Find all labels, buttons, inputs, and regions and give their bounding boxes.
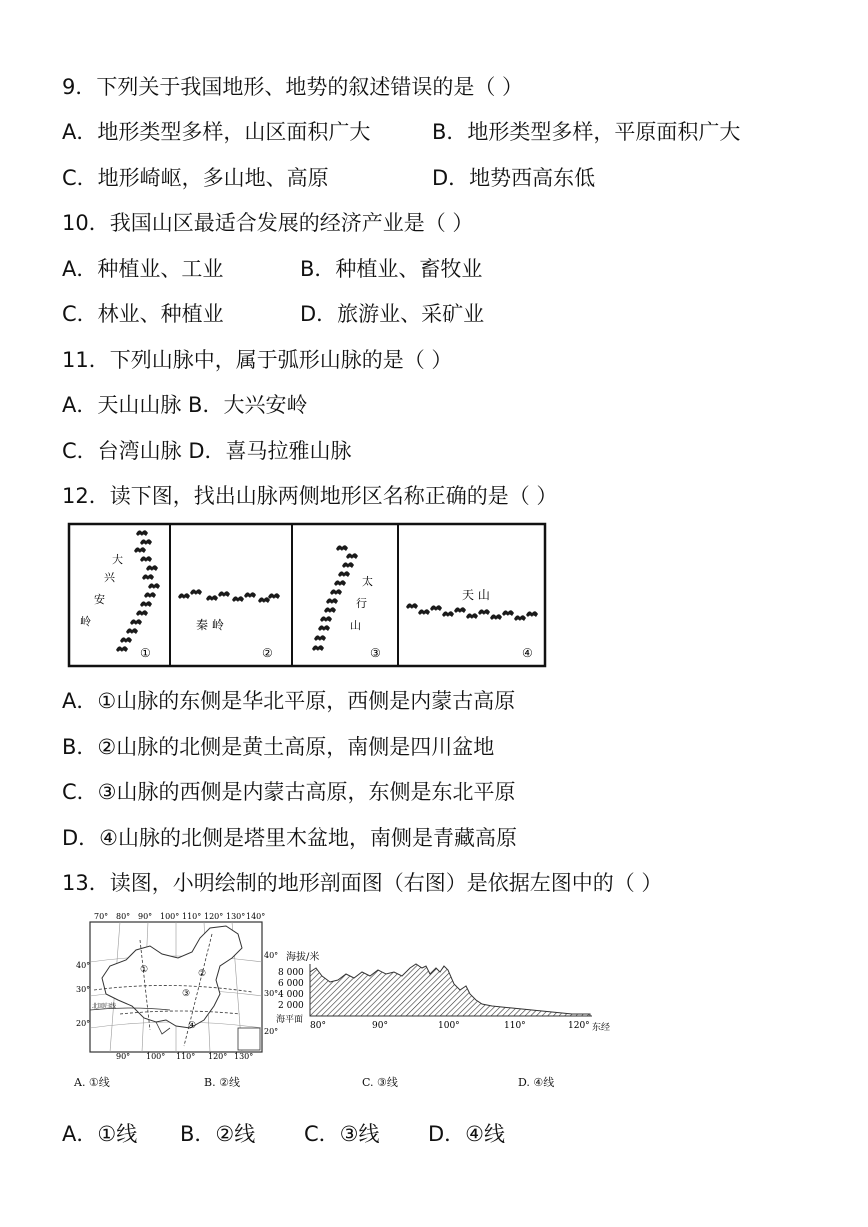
p1-char-2: 兴 xyxy=(104,571,115,584)
map-top-lon-2: 80° xyxy=(116,912,131,921)
q11-stem: 11．下列山脉中，属于弧形山脉的是（ ） xyxy=(62,348,453,372)
p1-char-1: 大 xyxy=(112,553,123,566)
profile-ylabel: 海拔/米 xyxy=(286,952,320,963)
map-left-lat-1: 40° xyxy=(76,961,91,970)
profile-xtick-4: 110° xyxy=(504,1021,526,1031)
profile-terrain xyxy=(310,964,590,1016)
mountain-symbol-4 xyxy=(406,603,538,621)
p3-char-3: 山 xyxy=(350,619,361,632)
figure-option-c: C. ③线 xyxy=(362,1076,398,1089)
p2-label: 秦 岭 xyxy=(196,618,224,632)
panel-number-3: ③ xyxy=(370,646,381,660)
map-bottom-lon-3: 110° xyxy=(176,1052,196,1061)
map-top-lon-7: 130° xyxy=(226,912,246,921)
q11-options-ab: A．天山山脉 B．大兴安岭 xyxy=(62,393,308,417)
panel-number-1: ① xyxy=(140,646,151,660)
map-top-lon-5: 110° xyxy=(182,912,202,921)
map-right-lat-1: 40° xyxy=(264,951,279,960)
panel-number-2: ② xyxy=(262,646,273,660)
figure-option-d: D. ④线 xyxy=(518,1076,555,1089)
map-line-label-1: ① xyxy=(140,965,149,975)
q13-option-c: C．③线 xyxy=(304,1122,380,1146)
figure-option-b: B. ②线 xyxy=(204,1076,240,1089)
map-top-lon-1: 70° xyxy=(94,912,109,921)
profile-xunit: 东经 xyxy=(592,1023,611,1033)
q13-profile-chart xyxy=(272,946,622,1042)
mountain-symbol-3 xyxy=(312,545,358,651)
map-bottom-lon-1: 90° xyxy=(116,1052,131,1061)
q9-option-d: D．地势西高东低 xyxy=(432,166,596,190)
map-bottom-lon-2: 100° xyxy=(146,1052,166,1061)
map-line-label-3: ③ xyxy=(182,989,191,999)
q10-option-b: B．种植业、畜牧业 xyxy=(300,257,483,281)
map-top-lon-8: 140° xyxy=(246,912,266,921)
profile-xtick-5: 120° xyxy=(568,1021,590,1031)
q13-china-map xyxy=(70,910,280,1060)
south-china-sea-inset xyxy=(238,1028,260,1050)
map-left-lat-3: 20° xyxy=(76,1019,91,1028)
map-right-lat-2: 30° xyxy=(264,989,279,998)
q10-stem: 10．我国山区最适合发展的经济产业是（ ） xyxy=(62,211,474,235)
q10-option-c: C．林业、种植业 xyxy=(62,302,224,326)
p1-char-4: 岭 xyxy=(80,615,91,628)
map-right-lat-3: 20° xyxy=(264,1027,279,1036)
map-bottom-lon-4: 120° xyxy=(208,1052,228,1061)
profile-xtick-1: 80° xyxy=(310,1021,326,1031)
figure-option-a: A. ①线 xyxy=(74,1076,110,1089)
mountain-symbol-2 xyxy=(178,589,280,603)
map-top-lon-4: 100° xyxy=(160,912,180,921)
q11-options-cd: C．台湾山脉 D．喜马拉雅山脉 xyxy=(62,439,352,463)
profile-sea-level: 海平面 xyxy=(276,1015,304,1025)
q13-option-a: A．①线 xyxy=(62,1122,138,1146)
q12-option-a: A．①山脉的东侧是华北平原，西侧是内蒙古高原 xyxy=(62,689,516,713)
map-left-lat-2: 30° xyxy=(76,985,91,994)
q12-mountain-figure xyxy=(68,523,548,668)
tropic-label: 北回归线 xyxy=(92,1003,117,1010)
q9-option-c: C．地形崎岖，多山地、高原 xyxy=(62,166,329,190)
mountain-symbol-1 xyxy=(116,530,160,652)
q13-option-b: B．②线 xyxy=(180,1122,256,1146)
q9-option-b: B．地形类型多样，平原面积广大 xyxy=(432,120,741,144)
q9-stem: 9．下列关于我国地形、地势的叙述错误的是（ ） xyxy=(62,75,524,99)
p1-char-3: 安 xyxy=(94,593,105,606)
map-line-label-2: ② xyxy=(198,969,207,979)
map-bottom-lon-5: 130° xyxy=(234,1052,254,1061)
q12-option-c: C．③山脉的西侧是内蒙古高原，东侧是东北平原 xyxy=(62,780,516,804)
profile-ytick-2: 6 000 xyxy=(278,979,304,989)
q10-option-d: D．旅游业、采矿业 xyxy=(300,302,485,326)
p4-label: 天 山 xyxy=(462,588,490,602)
panel-number-4: ④ xyxy=(522,646,533,660)
q12-stem: 12．读下图，找出山脉两侧地形区名称正确的是（ ） xyxy=(62,484,558,508)
map-top-lon-3: 90° xyxy=(138,912,153,921)
p3-char-2: 行 xyxy=(356,597,367,610)
map-line-label-4: ④ xyxy=(188,1021,197,1031)
q12-option-b: B．②山脉的北侧是黄土高原，南侧是四川盆地 xyxy=(62,735,495,759)
p3-char-1: 太 xyxy=(362,575,373,588)
q13-stem: 13．读图，小明绘制的地形剖面图（右图）是依据左图中的（ ） xyxy=(62,871,663,895)
profile-ytick-3: 4 000 xyxy=(278,990,304,1000)
profile-xtick-2: 90° xyxy=(372,1021,388,1031)
q12-option-d: D．④山脉的北侧是塔里木盆地，南侧是青藏高原 xyxy=(62,826,517,850)
q9-option-a: A．地形类型多样，山区面积广大 xyxy=(62,120,371,144)
profile-ytick-1: 8 000 xyxy=(278,968,304,978)
profile-ytick-4: 2 000 xyxy=(278,1001,304,1011)
map-top-lon-6: 120° xyxy=(204,912,224,921)
q10-option-a: A．种植业、工业 xyxy=(62,257,224,281)
q13-option-d: D．④线 xyxy=(428,1122,505,1146)
profile-xtick-3: 100° xyxy=(438,1021,460,1031)
